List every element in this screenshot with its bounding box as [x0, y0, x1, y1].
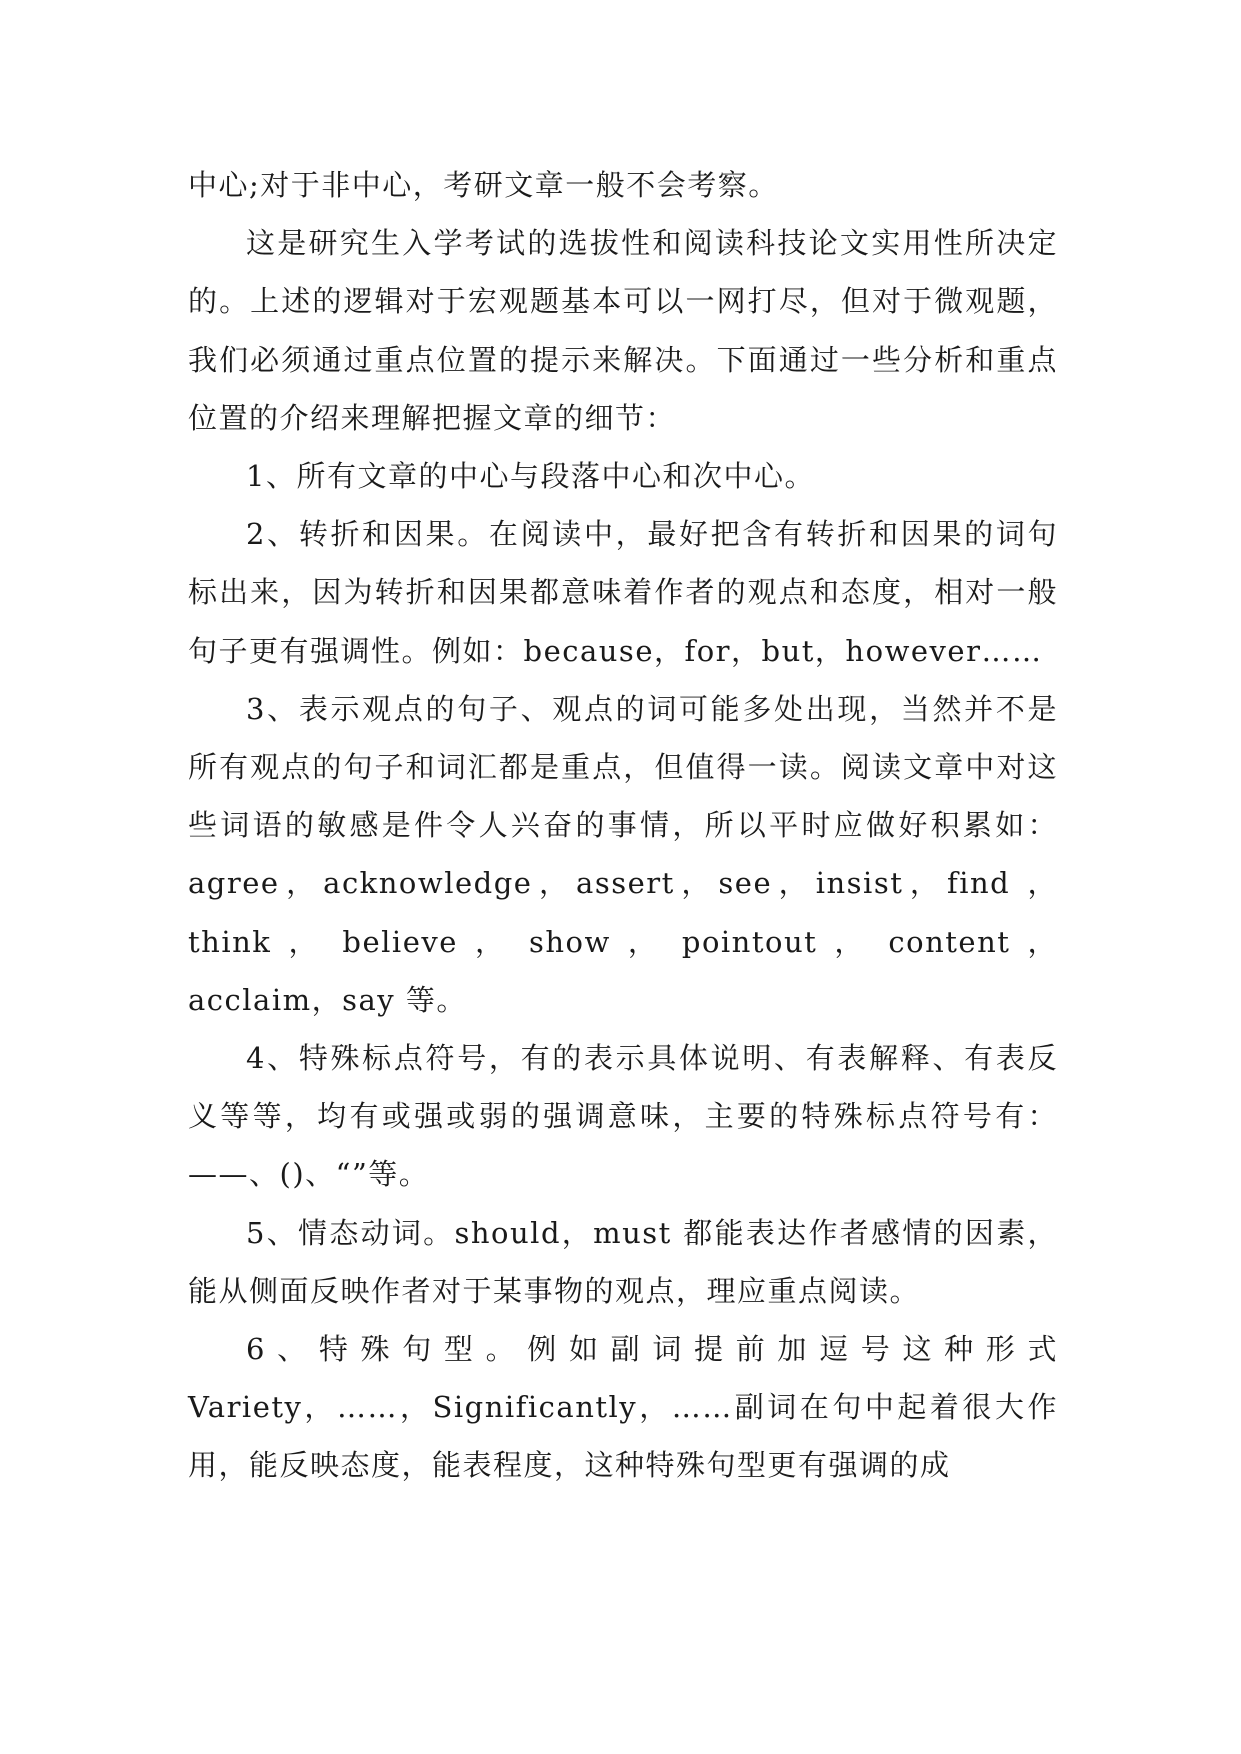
paragraph-7: 5、情态动词。should，must 都能表达作者感情的因素，能从侧面反映作者对于某事物的观点，理应重点阅读。 [188, 1215, 1058, 1308]
paragraph-1: 中心;对于非中心，考研文章一般不会考察。 [188, 168, 779, 202]
document-body [188, 156, 1058, 1495]
paragraph-4: 2、转折和因果。在阅读中，最好把含有转折和因果的词句标出来，因为转折和因果都意味着作者的观点和态度，相对一般句子更有强调性。例如：because，for，but，however…… [188, 517, 1058, 668]
paragraph-3: 1、所有文章的中心与段落中心和次中心。 [246, 459, 815, 494]
paragraph-2: 这是研究生入学考试的选拔性和阅读科技论文实用性所决定的。上述的逻辑对于宏观题基本可以一网打尽，但对于微观题，我们必须通过重点位置的提示来解决。下面通过一些分析和重点位置的介绍来理解把握文章的细节： [188, 226, 1058, 435]
paragraph-5: 3、表示观点的句子、观点的词可能多处出现，当然并不是所有观点的句子和词汇都是重点，但值得一读。阅读文章中对这些词语的敏感是件令人兴奋的事情，所以平时应做好积累如：agree，acknowledge，assert，see，insist，find ， think ， believe ， show ， pointout ， content ，acclaim，say 等。 [188, 691, 1058, 1017]
paragraph-8: 6、特殊句型。例如副词提前加逗号这种形式Variety，……，Significantly，……副词在句中起着很大作用，能反映态度，能表程度，这种特殊句型更有强调的成 [188, 1332, 1058, 1483]
paragraph-6: 4、特殊标点符号，有的表示具体说明、有表解释、有表反义等等，均有或强或弱的强调意味，主要的特殊标点符号有：——、()、“”等。 [188, 1041, 1058, 1192]
